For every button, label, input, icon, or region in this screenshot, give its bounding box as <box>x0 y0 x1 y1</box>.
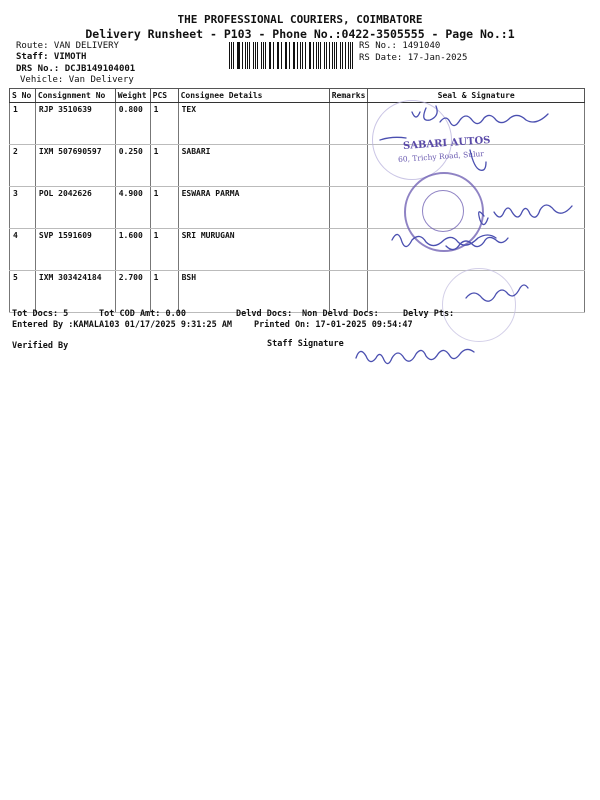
cell-consignee: SABARI <box>178 145 329 187</box>
cell-consignment: POL 2042626 <box>35 187 115 229</box>
cell-pcs: 1 <box>150 103 178 145</box>
cell-consignee: BSH <box>178 271 329 313</box>
cell-sno: 4 <box>10 229 36 271</box>
non-delivered-docs: Non Delvd Docs: <box>302 309 379 319</box>
col-consignee: Consignee Details <box>178 89 329 103</box>
cell-weight: 2.700 <box>115 271 150 313</box>
col-sno: S No <box>10 89 36 103</box>
col-seal-signature: Seal & Signature <box>368 89 585 103</box>
cell-pcs: 1 <box>150 145 178 187</box>
entered-by: Entered By :KAMALA103 01/17/2025 9:31:25 AM <box>12 320 233 330</box>
verified-by: Verified By <box>12 341 69 351</box>
staff-label: Staff: VIMOTH <box>16 52 87 62</box>
cell-consignment: SVP 1591609 <box>35 229 115 271</box>
cell-sno: 3 <box>10 187 36 229</box>
printed-on: Printed On: 17-01-2025 09:54:47 <box>254 320 413 330</box>
cell-consignee: TEX <box>178 103 329 145</box>
sabari-autos-stamp: SABARI AUTOS <box>402 134 491 153</box>
rs-date: RS Date: 17-Jan-2025 <box>359 53 468 63</box>
total-docs: Tot Docs: 5 <box>12 309 69 319</box>
rs-number: RS No.: 1491040 <box>359 41 441 51</box>
staff-signature-label: Staff Signature <box>267 339 344 349</box>
cell-consignee: ESWARA PARMA <box>178 187 329 229</box>
total-cod-amount: Tot COD Amt: 0.00 <box>99 309 186 319</box>
cell-weight: 0.250 <box>115 145 150 187</box>
cell-pcs: 1 <box>150 187 178 229</box>
delivered-docs: Delvd Docs: <box>236 309 293 319</box>
cell-sno: 2 <box>10 145 36 187</box>
cell-consignment: IXM 507690597 <box>35 145 115 187</box>
col-remarks: Remarks <box>329 89 368 103</box>
cell-consignment: RJP 3510639 <box>35 103 115 145</box>
sabari-autos-address: 60, Trichy Road, Sulur <box>397 149 485 164</box>
document-subtitle: Delivery Runsheet - P103 - Phone No.:0422-3505555 - Page No.:1 <box>85 27 515 41</box>
cell-pcs: 1 <box>150 229 178 271</box>
delivery-points: Delvy Pts: <box>403 309 455 319</box>
cell-consignee: SRI MURUGAN <box>178 229 329 271</box>
col-pcs: PCS <box>150 89 178 103</box>
document-title: THE PROFESSIONAL COURIERS, COIMBATORE <box>177 13 423 26</box>
col-weight: Weight <box>115 89 150 103</box>
cell-pcs: 1 <box>150 271 178 313</box>
cell-sno: 1 <box>10 103 36 145</box>
drs-number: DRS No.: DCJB149104001 <box>16 64 136 74</box>
cell-weight: 1.600 <box>115 229 150 271</box>
col-consignment: Consignment No <box>35 89 115 103</box>
cell-sno: 5 <box>10 271 36 313</box>
route-label: Route: VAN DELIVERY <box>16 41 119 51</box>
cell-consignment: IXM 303424184 <box>35 271 115 313</box>
cell-weight: 4.900 <box>115 187 150 229</box>
cell-weight: 0.800 <box>115 103 150 145</box>
vehicle-label: Vehicle: Van Delivery <box>20 75 134 85</box>
